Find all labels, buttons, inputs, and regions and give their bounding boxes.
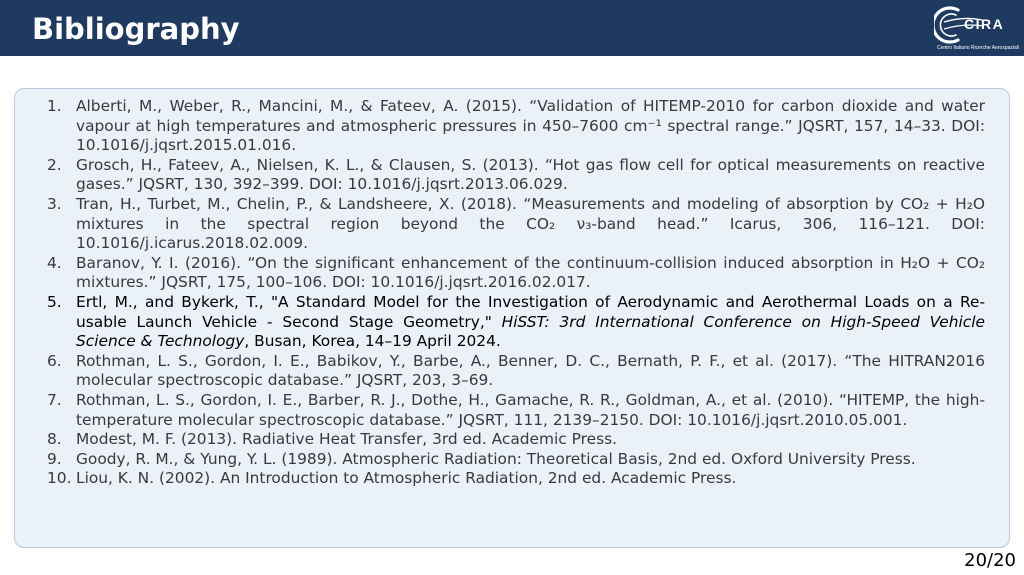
reference-text (76, 293, 985, 352)
reference-number: 8. (47, 430, 62, 449)
logo-tagline: Centro Italiano Ricerche Aerospaziali (937, 45, 1019, 51)
reference-number: 5. (47, 292, 62, 311)
reference-text: Modest, M. F. (2013). Radiative Heat Transfer, 3rd ed. Academic Press. (76, 430, 618, 449)
reference-item (47, 430, 985, 450)
reference-text: Rothman, L. S., Gordon, I. E., Barber, R. J., Dothe, H., Gamache, R. R., Goldman, A., et al. (2010). “HITEMP, the high-temperature molecular spectroscopic database.” JQSRT, 111, 2139–2150. DOI: 10.1016/j.jqsrt.2010.05.001. (76, 390, 985, 429)
slide-header (0, 0, 1024, 56)
reference-text: Baranov, Y. I. (2016). “On the significant enhancement of the continuum-collision induced absorption in H₂O + CO₂ mixtures.” JQSRT, 175, 100–106. DOI: 10.1016/j.jqsrt.2016.02.017. (76, 253, 985, 292)
reference-item (47, 254, 985, 293)
cira-logo (928, 0, 1024, 56)
reference-item (47, 352, 985, 391)
cira-logo-icon (934, 2, 1018, 46)
reference-text-end: , Busan, Korea, 14–19 April 2024. (244, 332, 501, 351)
reference-item (47, 293, 985, 352)
reference-text: Grosch, H., Fateev, A., Nielsen, K. L., & Clausen, S. (2013). “Hot gas flow cell for optical measurements on reactive gases.” JQSRT, 130, 392–399. DOI: 10.1016/j.jqsrt.2013.06.029. (76, 155, 985, 194)
reference-item (47, 391, 985, 430)
reference-item (47, 469, 985, 489)
reference-text: Rothman, L. S., Gordon, I. E., Babikov, Y., Barbe, A., Benner, D. C., Bernath, P. F., et al. (2017). “The HITRAN2016 molecular spectroscopic database.” JQSRT, 203, 3–69. (76, 351, 985, 390)
reference-text-start: Ertl, M., and Bykerk, T., "A Standard Model for the Investigation of Aerodynamic and Aerothermal Loads on a Re-usable Launch Vehicle - Second Stage Geometry," (76, 292, 985, 331)
page-number: 20/20 (964, 550, 1016, 571)
reference-text: Goody, R. M., & Yung, Y. L. (1989). Atmospheric Radiation: Theoretical Basis, 2nd ed. Oxford University Press. (76, 449, 916, 468)
reference-number: 3. (47, 194, 62, 213)
reference-item (47, 450, 985, 470)
reference-number: 1. (47, 97, 62, 115)
logo-wordmark: CIRA (964, 16, 1005, 32)
reference-item (47, 195, 985, 254)
reference-item (47, 97, 985, 156)
reference-number: 2. (47, 155, 62, 174)
reference-number: 4. (47, 253, 62, 272)
reference-number: 6. (47, 351, 62, 370)
reference-number: 7. (47, 390, 62, 409)
reference-item (47, 156, 985, 195)
reference-venue: HiSST: 3rd International Conference on High-Speed Vehicle Science & Technology (76, 312, 985, 351)
references-panel (14, 88, 1010, 548)
reference-text: Tran, H., Turbet, M., Chelin, P., & Landsheere, X. (2018). “Measurements and modeling of absorption by CO₂ + H₂O mixtures in the spectral region beyond the CO₂ ν₃-band head.” Icarus, 306, 116–121. DOI: 10.1016/j.icarus.2018.02.009. (76, 194, 985, 253)
reference-number: 9. (47, 449, 62, 468)
reference-number: 10. (47, 469, 72, 488)
reference-list (47, 97, 985, 489)
reference-text: Alberti, M., Weber, R., Mancini, M., & Fateev, A. (2015). “Validation of HITEMP-2010 for carbon dioxide and water vapour at high temperatures and atmospheric pressures in 450–7600 cm⁻¹ spectral range.” JQSRT, 157, 14–33. DOI: 10.1016/j.jqsrt.2015.01.016. (76, 97, 985, 155)
slide-title: Bibliography (32, 12, 240, 46)
reference-text: Liou, K. N. (2002). An Introduction to Atmospheric Radiation, 2nd ed. Academic Press. (76, 469, 737, 488)
